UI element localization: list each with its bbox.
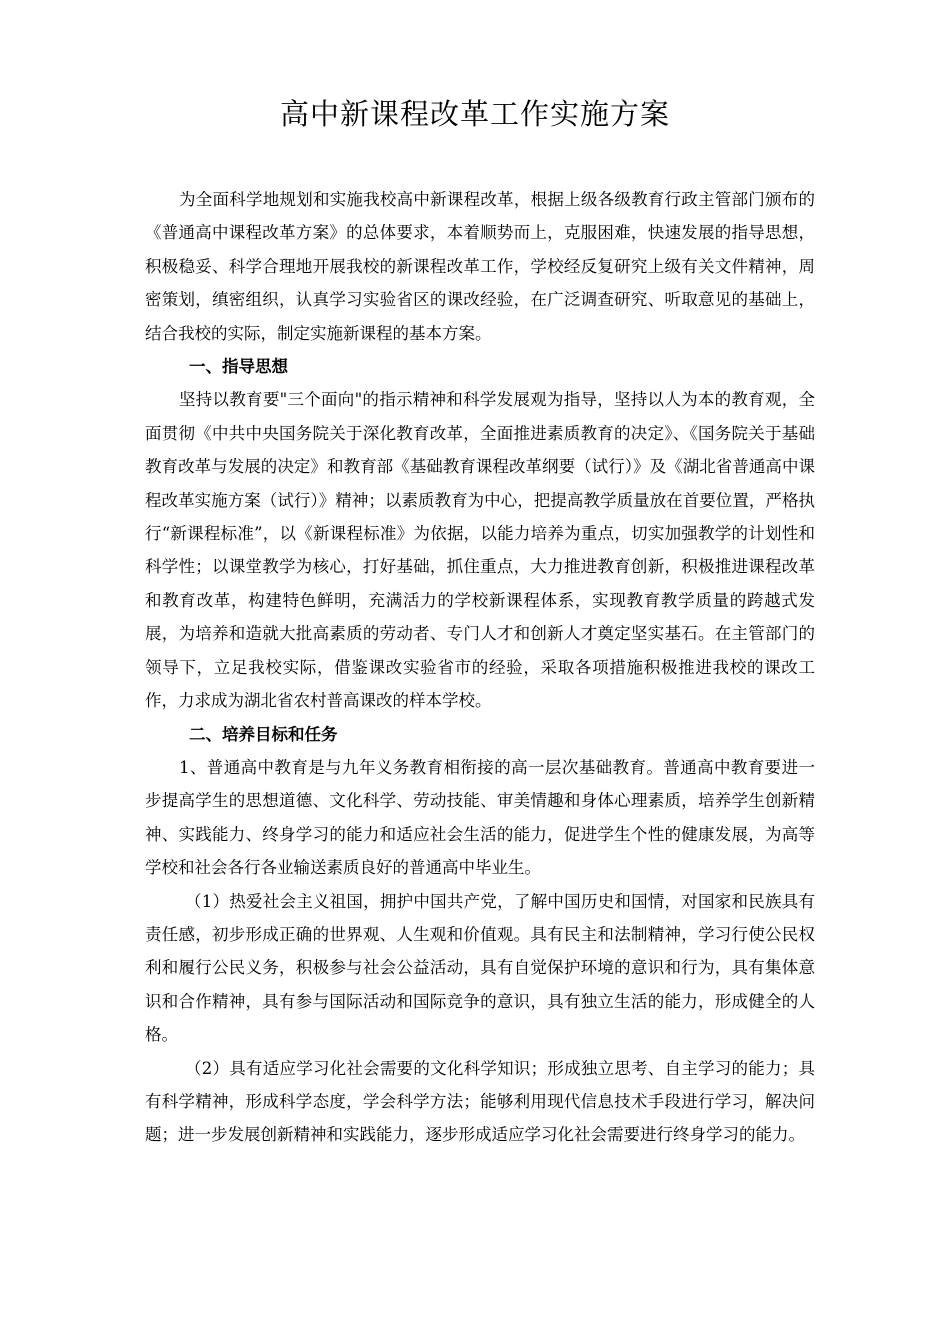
- document-title: 高中新课程改革工作实施方案: [279, 97, 670, 131]
- guiding-ideology-paragraph: 坚持以教育要"三个面向"的指示精神和科学发展观为指导，坚持以人为本的教育观，全面贯彻《中共中央国务院关于深化教育改革，全面推进素质教育的决定》、《国务院关于基础教育改革与发展的决定》和教育部《基础教育课程改革纲要（试行）》及《湖北省普通高中课程改革实施方案（试行）》精神；以素质教育为中心，把提高教学质量放在首要位置，严格执行“新课程标准”，以《新课程标准》为依据，以能力培养为重点，切实加强教学的计划性和科学性；以课堂教学为核心，打好基础，抓住重点，大力推进教育创新，积极推进课程改革和教育改革，构建特色鲜明，充满活力的学校新课程体系，实现教育教学质量的跨越式发展，为培养和造就大批高素质的劳动者、专门人才和创新人才奠定坚实基石。在主管部门的领导下，立足我校实际，借鉴课改实验省市的经验，采取各项措施积极推进我校的课改工作，力求成为湖北省农村普高课改的样本学校。: [145, 390, 815, 711]
- section-heading-guiding-ideology: 一、指导思想: [189, 357, 288, 377]
- goals-item-1-paragraph: 1、普通高中教育是与九年义务教育相衔接的高一层次基础教育。普通高中教育要进一步提高学生的思想道德、文化科学、劳动技能、审美情趣和身体心理素质，培养学生创新精神、实践能力、终身学习的能力和适应社会生活的能力，促进学生个性的健康发展，为高等学校和社会各行各业输送素质良好的普通高中毕业生。: [145, 757, 815, 878]
- intro-paragraph: 为全面科学地规划和实施我校高中新课程改革，根据上级各级教育行政主管部门颁布的《普通高中课程改革方案》的总体要求，本着顺势而上，克服困难，快速发展的指导思想，积极稳妥、科学合理地开展我校的新课程改革工作，学校经反复研究上级有关文件精神，周密策划，缜密组织，认真学习实验省区的课改经验，在广泛调查研究、听取意见的基础上，结合我校的实际，制定实施新课程的基本方案。: [145, 190, 815, 343]
- goals-sub-item-2-paragraph: （2）具有适应学习化社会需要的文化科学知识；形成独立思考、自主学习的能力；具有科学精神，形成科学态度，学会科学方法；能够利用现代信息技术手段进行学习，解决问题；进一步发展创新精神和实践能力，逐步形成适应学习化社会需要进行终身学习的能力。: [145, 1058, 815, 1145]
- goals-sub-item-1-paragraph: （1）热爱社会主义祖国，拥护中国共产党，了解中国历史和国情，对国家和民族具有责任感，初步形成正确的世界观、人生观和价值观。具有民主和法制精神，学习行使公民权利和履行公民义务，积极参与社会公益活动，具有自觉保护环境的意识和行为，具有集体意识和合作精神，具有参与国际活动和国际竞争的意识，具有独立生活的能力，形成健全的人格。: [145, 891, 815, 1045]
- section-heading-goals-and-tasks: 二、培养目标和任务: [189, 724, 338, 744]
- document-body: [145, 183, 815, 1152]
